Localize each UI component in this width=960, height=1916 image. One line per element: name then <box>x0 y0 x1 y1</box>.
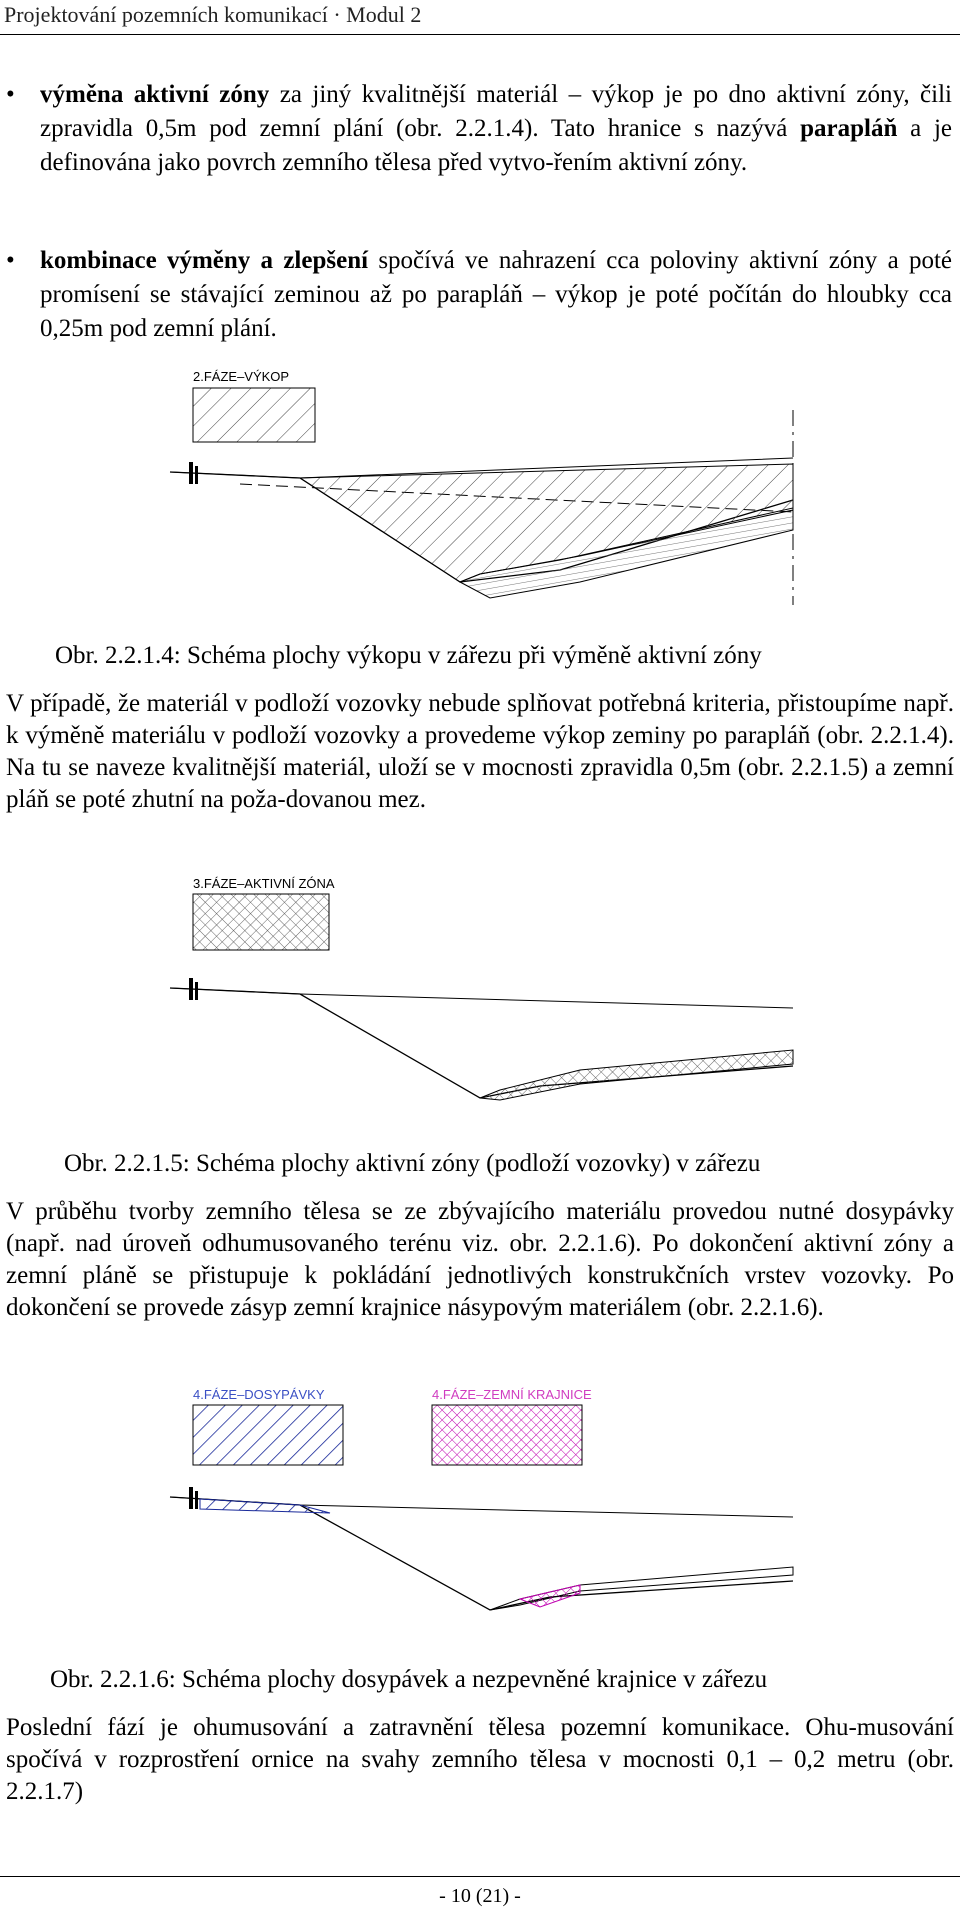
legend-swatch-dosypavky <box>193 1405 343 1465</box>
figure-vykop <box>160 360 810 620</box>
fence-post-icon <box>189 1487 193 1509</box>
dosypavky-area <box>200 1499 330 1513</box>
krajnice-area <box>520 1585 580 1607</box>
bullet-text <box>40 244 952 346</box>
figure-caption-5: Obr. 2.2.1.5: Schéma plochy aktivní zóny (podloží vozovky) v zářezu <box>64 1150 761 1177</box>
figure-caption-4: Obr. 2.2.1.4: Schéma plochy výkopu v zářezu při výměně aktivní zóny <box>55 642 762 669</box>
paragraph-dosypavky: V průběhu tvorby zemního tělesa se ze zbývajícího materiálu provedou nutné dosypávky (např. nad úroveň odhumusovaného terénu viz. obr. 2.2.1.6). Po dokončení aktivní zóny a zemní pláně se přistupuje k pokládání jednotlivých konstrukčních vrstev vozovky. Po dokončení se provede zásyp zemní krajnice násypovým materiálem (obr. 2.2.1.6). <box>6 1198 954 1321</box>
figure-caption-6: Obr. 2.2.1.6: Schéma plochy dosypávek a nezpevněné krajnice v zářezu <box>50 1666 768 1693</box>
fence-post-icon-2 <box>195 1491 198 1509</box>
fence-post-icon <box>189 462 193 484</box>
upper-terrain <box>170 988 793 1008</box>
fence-post-icon <box>189 978 193 1000</box>
bullet-term: kombinace výměny a zlepšení <box>40 247 369 274</box>
bullet-term-2: parapláň <box>800 115 898 142</box>
legend-swatch-krajnice <box>432 1405 582 1465</box>
legend-swatch-aktivni-zona <box>193 894 329 950</box>
paragraph-vymena-materialu: V případě, že materiál v podloží vozovky nebude splňovat potřebná kriteria, přistoupíme např. k výměně materiálu v podloží vozovky a provedeme výkop zeminy po parapláň (obr. 2.2.1.4). Na tu se naveze kvalitnější materiál, uloží se v mocnosti zpravidla 0,5m (obr. 2.2.1.5) a zemní pláň se poté zhutní na poža-dovanou mez. <box>6 690 954 813</box>
terrain-line <box>170 988 793 1098</box>
bullet-text <box>40 78 952 180</box>
legend-swatch-vykop <box>193 388 315 442</box>
bullet-dot-icon: • <box>6 81 15 108</box>
terrain-line <box>170 1497 793 1610</box>
header-title: Projektování pozemních komunikací · Modul 2 <box>4 2 422 27</box>
bullet-body: za jiný kvalitnější materiál – výkop je po dno aktivní zóny, čili zpravidla 0,5m pod zemní plání (obr. 2.2.1.4). Tato hranice s nazývá <box>40 81 952 142</box>
bullet-body-2: a je definována jako povrch zemního tělesa před vytvo-řením aktivní zóny. <box>40 115 953 176</box>
legend-label-dosypavky: 4.FÁZE–DOSYPÁVKY <box>193 1387 325 1402</box>
figure-aktivni-zona <box>160 868 810 1108</box>
fence-post-icon-2 <box>195 466 198 484</box>
bullet-body: spočívá ve nahrazení cca poloviny aktivní zóny a poté promísení se stávající zeminou až po parapláň – výkop je poté počítán do hloubky cca 0,25m pod zemní plání. <box>40 247 952 342</box>
active-zone-area <box>480 1050 793 1100</box>
figure-dosypavky-krajnice <box>160 1385 810 1640</box>
legend-label-krajnice: 4.FÁZE–ZEMNÍ KRAJNICE <box>432 1387 592 1402</box>
bullet-term: výměna aktivní zóny <box>40 81 270 108</box>
fence-post-icon-2 <box>195 982 198 1000</box>
figure-legend-label: 2.FÁZE–VÝKOP <box>193 369 290 384</box>
bullet-dot-icon: • <box>6 247 15 274</box>
page-footer <box>0 1876 960 1916</box>
page-number: - 10 (21) - <box>439 1885 521 1907</box>
paragraph-ohumusovani: Poslední fází je ohumusování a zatravnění tělesa pozemní komunikace. Ohu-musování spočívá v rozprostření ornice na svahy zemního tělesa v mocnosti 0,1 – 0,2 metru (obr. 2.2.1.7) <box>6 1714 954 1805</box>
page-header <box>0 0 960 35</box>
figure-legend-label: 3.FÁZE–AKTIVNÍ ZÓNA <box>193 876 335 891</box>
